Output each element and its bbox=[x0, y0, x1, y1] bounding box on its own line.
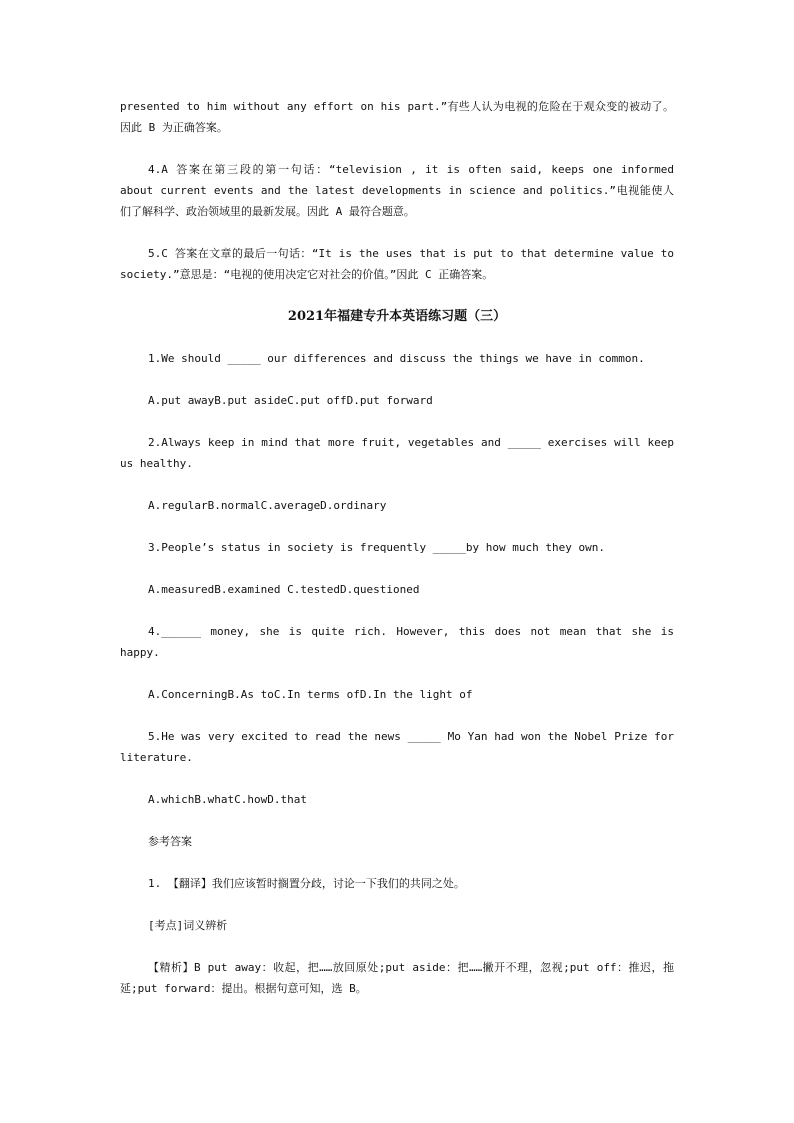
continuation-paragraph: presented to him without any effort on his part.”有些人认为电视的危险在于观众变的被动了。因此 B 为正确答案。 bbox=[120, 100, 674, 134]
answer-4-paragraph: 4.A 答案在第三段的第一句话：“television , it is often said, keeps one informed about current events and the latest developments in science and politics.”电视能使人们了解科学、政治领域里的最新发展。因此 A 最符合题意。 bbox=[120, 163, 674, 218]
question-3-options: A.measuredB.examined C.testedD.questioned bbox=[148, 583, 420, 596]
section-title: 2021年福建专升本英语练习题（三） bbox=[287, 309, 507, 324]
question-4-stem: 4.______ money, she is quite rich. However, this does not mean that she is happy. bbox=[120, 625, 674, 659]
reference-kaodian: [考点]词义辨析 bbox=[148, 919, 228, 932]
question-2-stem: 2.Always keep in mind that more fruit, vegetables and _____ exercises will keep us healthy. bbox=[120, 436, 674, 470]
reference-analysis: 【精析】B put away：收起，把……放回原处;put aside：把……撇开不理，忽视;put off：推迟，拖延;put forward：提出。根据句意可知，选 B。 bbox=[120, 961, 674, 995]
question-4-options: A.ConcerningB.As toC.In terms ofD.In the light of bbox=[148, 688, 473, 701]
question-3-stem: 3.People’s status in society is frequently _____by how much they own. bbox=[148, 541, 605, 554]
question-5-options: A.whichB.whatC.howD.that bbox=[148, 793, 307, 806]
question-5-stem: 5.He was very excited to read the news _____ Mo Yan had won the Nobel Prize for literature. bbox=[120, 730, 674, 764]
question-1-options: A.put awayB.put asideC.put offD.put forward bbox=[148, 394, 433, 407]
question-1-stem: 1.We should _____ our differences and discuss the things we have in common. bbox=[148, 352, 645, 365]
reference-heading: 参考答案 bbox=[148, 835, 192, 848]
question-2-options: A.regularB.normalC.averageD.ordinary bbox=[148, 499, 387, 512]
reference-translation: 1. 【翻译】我们应该暂时搁置分歧，讨论一下我们的共同之处。 bbox=[148, 877, 465, 890]
document-page bbox=[120, 96, 674, 1020]
answer-5-paragraph: 5.C 答案在文章的最后一句话：“It is the uses that is put to that determine value to society.”意思是：“电视的使用决定它对社会的价值。”因此 C 正确答案。 bbox=[120, 247, 674, 281]
